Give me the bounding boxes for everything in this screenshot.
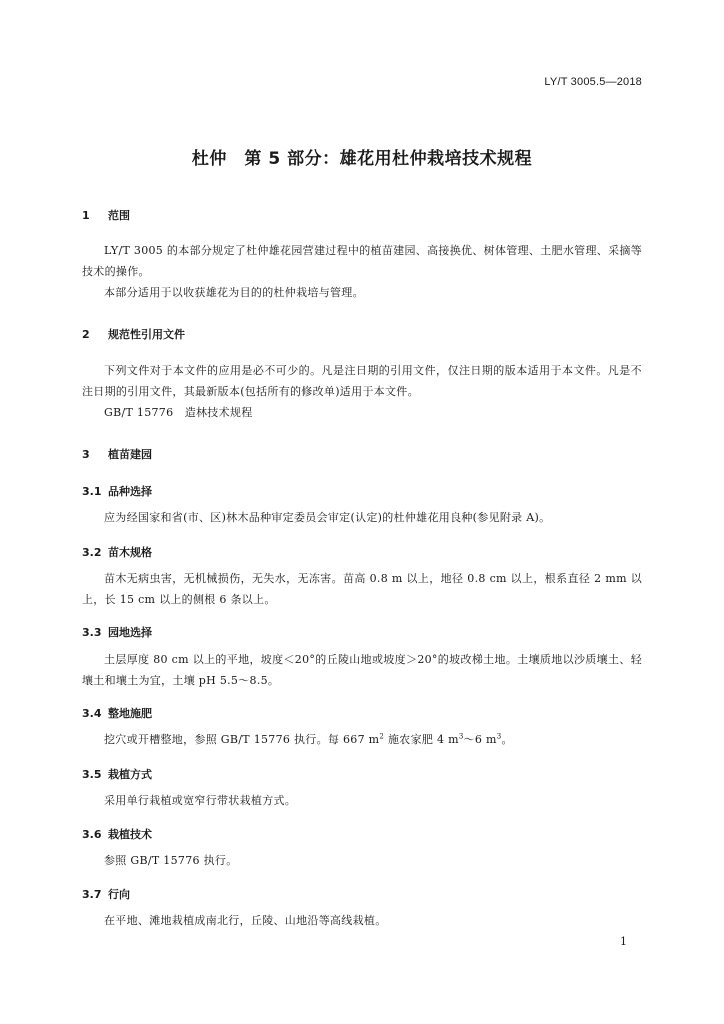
paragraph-site-prep: 挖穴或开槽整地，参照 GB/T 15776 执行。每 667 $m^2$ 施农家肥 4 $m^3\sim 6$ $m^3$。	[104, 732, 513, 746]
subsection-heading-3-7	[82, 886, 130, 902]
paragraph-seedling-spec: 苗木无病虫害，无机械损伤，无失水，无冻害。苗高 0.8 m 以上，地径 0.8 cm 以上，根系直径 2 mm 以上，长 15 cm 以上的侧根 6 条以上。	[82, 572, 642, 606]
section-title: 行向	[108, 888, 130, 901]
section-title: 苗木规格	[108, 546, 152, 559]
subsection-heading-3-5	[82, 766, 152, 782]
section-number: 3	[82, 448, 90, 461]
subsection-heading-3-1	[82, 483, 152, 499]
section-title: 规范性引用文件	[108, 328, 185, 341]
section-number: 3.1	[82, 485, 102, 498]
section-number: 3.3	[82, 626, 102, 639]
paragraph-row-direction: 在平地、滩地栽植成南北行，丘陵、山地沿等高线栽植。	[104, 914, 387, 927]
section-heading-2	[82, 326, 185, 342]
paragraph-scope-applicability: 本部分适用于以收获雄花为目的的杜仲栽培与管理。	[104, 286, 364, 299]
section-title: 栽植技术	[108, 828, 152, 841]
section-heading-1	[82, 207, 130, 223]
section-number: 3.7	[82, 888, 102, 901]
paragraph-site-selection: 土层厚度 80 cm 以上的平地，坡度＜20°的丘陵山地或坡度＞20°的坡改梯土地。土壤质地以沙质壤土、轻壤土和壤土为宜，土壤 pH 5.5～8.5。	[82, 653, 642, 687]
paragraph-planting-mode: 采用单行栽植或宽窄行带状栽植方式。	[104, 794, 297, 807]
paragraph-normative-refs: 下列文件对于本文件的应用是必不可少的。凡是注日期的引用文件，仅注日期的版本适用于本文件。凡是不注日期的引用文件，其最新版本(包括所有的修改单)适用于本文件。	[82, 364, 642, 398]
section-heading-3	[82, 446, 152, 462]
section-title: 园地选择	[108, 626, 152, 639]
section-number: 3.5	[82, 768, 102, 781]
paragraph-scope: LY/T 3005 的本部分规定了杜仲雄花园营建过程中的植苗建园、高接换优、树体管理、土肥水管理、采摘等技术的操作。	[82, 244, 642, 278]
document-title: 杜仲 第 5 部分：雄花用杜仲栽培技术规程	[191, 149, 533, 169]
paragraph-variety: 应为经国家和省(市、区)林木品种审定委员会审定(认定)的杜仲雄花用良种(参见附录 A)。	[104, 511, 551, 524]
section-number: 3.2	[82, 546, 102, 559]
subsection-heading-3-3	[82, 624, 152, 640]
section-title: 范围	[108, 209, 130, 222]
subsection-heading-3-4	[82, 705, 152, 721]
section-title: 品种选择	[108, 485, 152, 498]
section-number: 1	[82, 209, 90, 222]
section-title: 栽植方式	[108, 768, 152, 781]
section-number: 3.6	[82, 828, 102, 841]
paragraph-ref-gbt15776: GB/T 15776 造林技术规程	[104, 406, 253, 419]
section-title: 植苗建园	[108, 448, 152, 461]
section-title: 整地施肥	[108, 707, 152, 720]
section-number: 2	[82, 328, 90, 341]
subsection-heading-3-6	[82, 826, 152, 842]
subsection-heading-3-2	[82, 544, 152, 560]
page-number: 1	[620, 935, 627, 948]
paragraph-planting-technique: 参照 GB/T 15776 执行。	[104, 854, 238, 867]
section-number: 3.4	[82, 707, 102, 720]
standard-code: LY/T 3005.5—2018	[544, 76, 642, 88]
